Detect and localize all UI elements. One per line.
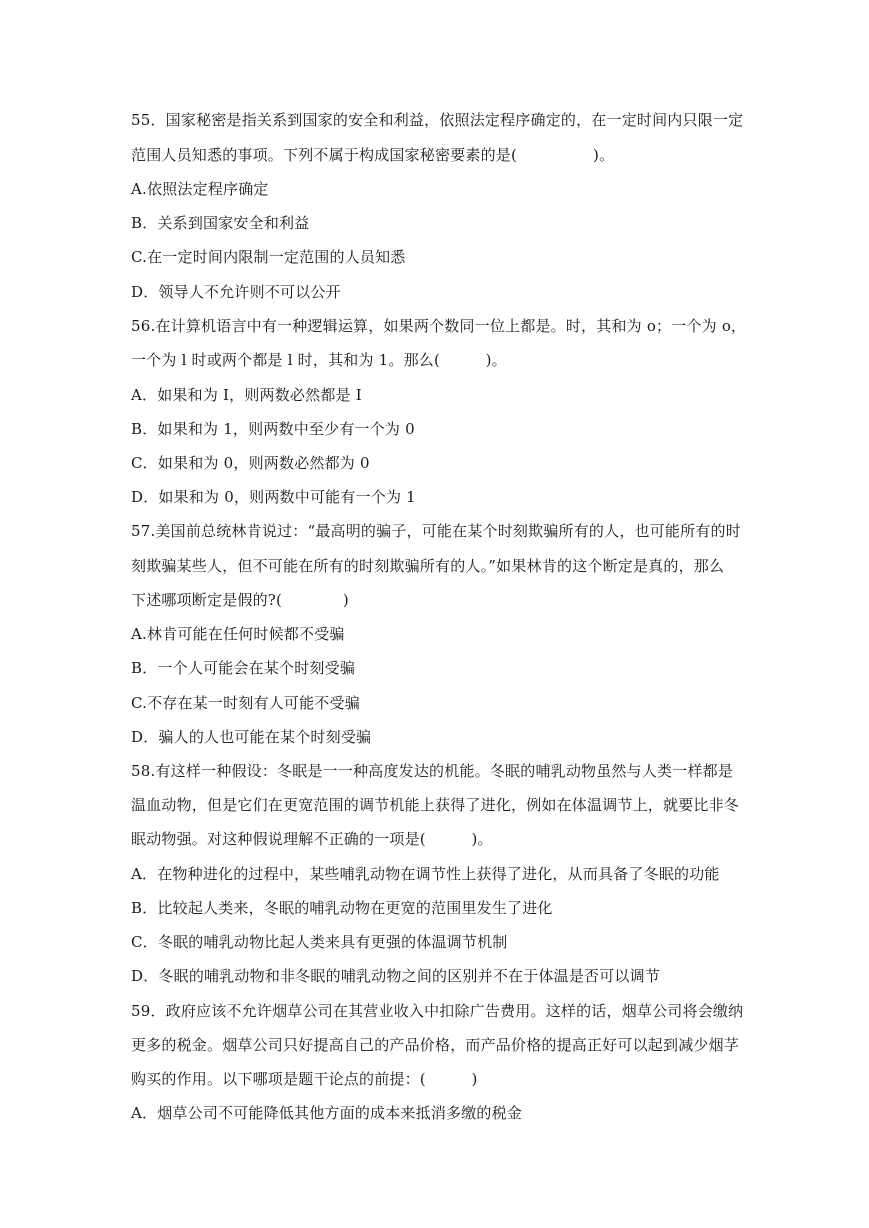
question-55-option-b: B．关系到国家安全和利益 [131,214,310,232]
question-57-option-b: B．一个人可能会在某个时刻受骗 [131,659,356,677]
question-58-option-b: B．比较起人类来，冬眠的哺乳动物在更宽的范围里发生了进化 [131,899,553,917]
question-57-stem-line-3: 下述哪项断定是假的?( ) [131,591,349,609]
question-55-option-a: A.依照法定程序确定 [131,180,269,198]
question-58-stem-line-2: 温血动物，但是它们在更宽范围的调节机能上获得了进化，例如在体温调节上，就要比非冬 [131,796,740,814]
question-58-option-a: A．在物种进化的过程中，某些哺乳动物在调节性上获得了进化，从而具备了冬眠的功能 [131,865,720,883]
question-59-option-a: A．烟草公司不可能降低其他方面的成本来抵消多缴的税金 [131,1104,523,1122]
question-57-stem-line-2: 刻欺骗某些人，但不可能在所有的时刻欺骗所有的人。”如果林肯的这个断定是真的，那么 [131,557,725,575]
question-58-stem-line-1: 58.有这样一种假设：冬眠是一一种高度发达的机能。冬眠的哺乳动物虽然与人类一样都是 [131,762,734,780]
question-58-option-d: D．冬眠的哺乳动物和非冬眠的哺乳动物之间的区别并不在于体温是否可以调节 [131,967,661,985]
question-59-stem-line-3: 购买的作用。以下哪项是题干论点的前提：( ) [131,1070,478,1088]
question-55-option-c: C.在一定时间内限制一定范围的人员知悉 [131,248,406,266]
question-56-stem-line-2: 一个为 l 时或两个都是 l 时，其和为 1。那么( )。 [131,351,507,369]
question-56-option-c: C．如果和为 0，则两数必然都为 0 [131,454,370,472]
question-56-stem-line-1: 56.在计算机语言中有一种逻辑运算，如果两个数同一位上都是。时，其和为 o；一个为 o， [131,317,747,335]
question-57-stem-line-1: 57.美国前总统林肯说过：“最高明的骗子，可能在某个时刻欺骗所有的人，也可能所有的时 [131,522,741,540]
question-58-option-c: C．冬眠的哺乳动物比起人类来具有更强的体温调节机制 [131,933,508,951]
question-56-option-a: A．如果和为 I，则两数必然都是 I [131,386,362,404]
question-56-option-b: B．如果和为 1，则两数中至少有一个为 0 [131,420,415,438]
question-59-stem-line-2: 更多的税金。烟草公司只好提高自己的产品价格，而产品价格的提高正好可以起到减少烟芓 [131,1036,740,1054]
question-57-option-c: C.不存在某一时刻有人可能不受骗 [131,694,360,712]
question-55-option-d: D．领导人不允许则不可以公开 [131,283,341,301]
question-56-option-d: D．如果和为 0，则两数中可能有一个为 1 [131,488,416,506]
question-59-stem-line-1: 59．政府应该不允许烟草公司在其营业收入中扣除广告费用。这样的话，烟草公司将会缴纳 [131,1002,744,1020]
question-57-option-d: D．骗人的人也可能在某个时刻受骗 [131,728,372,746]
question-55-stem-line-2: 范围人员知悉的事项。下列不属于构成国家秘密要素的是( )。 [131,146,615,164]
question-55-stem-line-1: 55．国家秘密是指关系到国家的安全和利益，依照法定程序确定的，在一定时间内只限一定 [131,111,744,129]
question-57-option-a: A.林肯可能在任何时候都不受骗 [131,625,345,643]
question-58-stem-line-3: 眠动物强。对这种假说理解不正确的一项是( )。 [131,830,493,848]
